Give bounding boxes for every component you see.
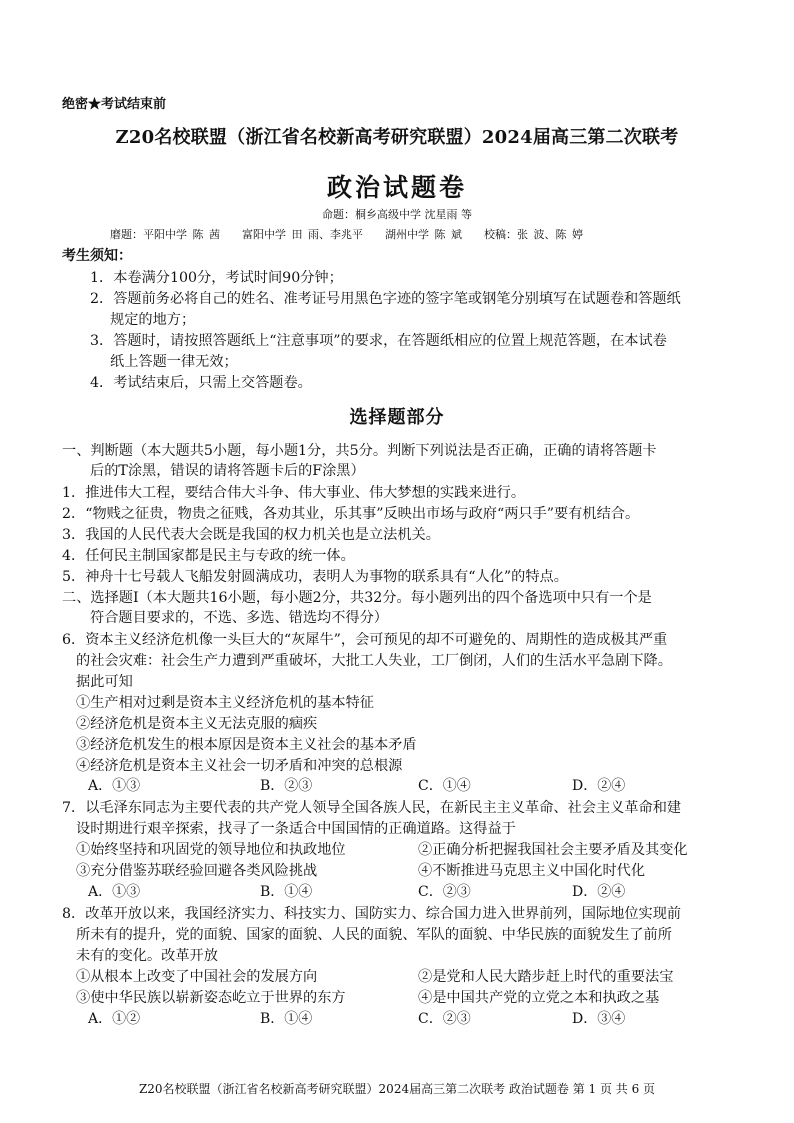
q6-stem: 据此可知	[76, 674, 133, 690]
q7-statement: ④不断推进马克思主义中国化时代化	[418, 863, 646, 879]
q7-option-a[interactable]: A．①③	[88, 884, 141, 900]
section-title: 选择题部分	[349, 407, 445, 428]
q6-statement: ②经济危机是资本主义无法克服的痼疾	[76, 716, 318, 732]
q8-option-d[interactable]: D．③④	[572, 1011, 626, 1027]
q8-option-c[interactable]: C．②③	[418, 1011, 471, 1027]
q7-statement: ③充分借鉴苏联经验回避各类风险挑战	[76, 863, 318, 879]
q8-statement: ④是中国共产党的立党之本和执政之基	[418, 990, 660, 1006]
page-footer: Z20名校联盟（浙江省名校新高考研究联盟）2024届高三第二次联考 政治试题卷 第 1 页 共 6 页	[138, 1082, 656, 1096]
part1-heading: 一、判断题（本大题共5小题，每小题1分，共5分。判断下列说法是否正确，正确的请将答题卡	[62, 443, 657, 459]
judge-item-3: 3．我国的人民代表大会既是我国的权力机关也是立法机关。	[62, 527, 440, 543]
confidential-label: 绝密★考试结束前	[62, 97, 167, 112]
q8-statement: ②是党和人民大踏步赶上时代的重要法宝	[418, 969, 674, 985]
q7-stem: 设时期进行艰辛探索，找寻了一条适合中国国情的正确道路。这得益于	[76, 821, 516, 837]
reviewers-line	[110, 226, 605, 242]
q8-statement: ①从根本上改变了中国社会的发展方向	[76, 969, 318, 985]
part1-heading-cont: 后的T涂黑，错误的请将答题卡后的F涂黑）	[90, 463, 365, 479]
reviewer-4: 校稿：张 波、陈 婷	[484, 228, 583, 241]
reviewer-3: 湖州中学 陈 斌	[385, 228, 462, 241]
q6-option-d[interactable]: D．②④	[572, 778, 626, 794]
q7-option-b[interactable]: B．①④	[260, 884, 313, 900]
q8-option-a[interactable]: A．①②	[88, 1011, 141, 1027]
q7-option-d[interactable]: D．②④	[572, 884, 626, 900]
q6-statement: ①生产相对过剩是资本主义经济危机的基本特征	[76, 695, 374, 711]
q7-option-c[interactable]: C．②③	[418, 884, 471, 900]
author-line: 命题：桐乡高级中学 沈星雨 等	[322, 208, 472, 221]
notice-item: 1．本卷满分100分，考试时间90分钟；	[90, 270, 343, 286]
reviewer-2: 富阳中学 田 雨、李兆平	[242, 228, 363, 241]
q6-statement: ④经济危机是资本主义社会一切矛盾和冲突的总根源	[76, 758, 403, 774]
part2-heading: 二、选择题Ⅰ（本大题共16小题，每小题2分，共32分。每小题列出的四个备选项中只有一个是	[62, 590, 652, 606]
q8-statement: ③使中华民族以崭新姿态屹立于世界的东方	[76, 990, 346, 1006]
subject-title: 政治试题卷	[326, 173, 467, 202]
judge-item-5: 5．神舟十七号载人飞船发射圆满成功，表明人为事物的联系具有“人化”的特点。	[62, 569, 568, 585]
q6-option-b[interactable]: B．②③	[260, 778, 313, 794]
q6-statement: ③经济危机发生的根本原因是资本主义社会的基本矛盾	[76, 737, 417, 753]
q8-option-b[interactable]: B．①④	[260, 1011, 313, 1027]
part2-heading-cont: 符合题目要求的，不选、多选、错选均不得分）	[90, 610, 388, 626]
q7-statement: ②正确分析把握我国社会主要矛盾及其变化	[418, 842, 688, 858]
exam-title: Z20名校联盟（浙江省名校新高考研究联盟）2024届高三第二次联考	[115, 127, 679, 148]
reviewer-1: 磨题：平阳中学 陈 茜	[110, 228, 220, 241]
q6-stem: 6．资本主义经济危机像一头巨大的“灰犀牛”，会可预见的却不可避免的、周期性的造成极其严重	[62, 632, 668, 648]
q8-stem: 所未有的提升，党的面貌、国家的面貌、人民的面貌、军队的面貌、中华民族的面貌发生了前所	[76, 927, 672, 943]
q7-statement: ①始终坚持和巩固党的领导地位和执政地位	[76, 842, 346, 858]
notice-item: 纸上答题一律无效；	[110, 354, 238, 370]
q7-stem: 7．以毛泽东同志为主要代表的共产党人领导全国各族人民，在新民主主义革命、社会主义革命和建	[62, 800, 682, 816]
notice-item: 4．考试结束后，只需上交答题卷。	[90, 375, 312, 391]
notice-heading: 考生须知：	[62, 248, 132, 264]
q6-option-a[interactable]: A．①③	[88, 778, 141, 794]
judge-item-1: 1．推进伟大工程，要结合伟大斗争、伟大事业、伟大梦想的实践来进行。	[62, 485, 526, 501]
q6-option-c[interactable]: C．①④	[418, 778, 471, 794]
q8-stem: 8．改革开放以来，我国经济实力、科技实力、国防实力、综合国力进入世界前列，国际地位实现前	[62, 906, 682, 922]
judge-item-4: 4．任何民主制国家都是民主与专政的统一体。	[62, 548, 355, 564]
q8-stem: 未有的变化。改革开放	[76, 948, 218, 964]
judge-item-2: 2．“物贱之征贵，物贵之征贱，各劝其业，乐其事”反映出市场与政府“两只手”要有机结合。	[62, 506, 640, 522]
notice-item: 规定的地方；	[110, 312, 196, 328]
notice-item: 3．答题时，请按照答题纸上“注意事项”的要求，在答题纸相应的位置上规范答题，在本试卷	[90, 333, 667, 349]
q6-stem: 的社会灾难：社会生产力遭到严重破坏，大批工人失业，工厂倒闭，人们的生活水平急剧下降。	[76, 653, 672, 669]
notice-item: 2．答题前务必将自己的姓名、准考证号用黑色字迹的签字笔或钢笔分别填写在试题卷和答题纸	[90, 291, 681, 307]
